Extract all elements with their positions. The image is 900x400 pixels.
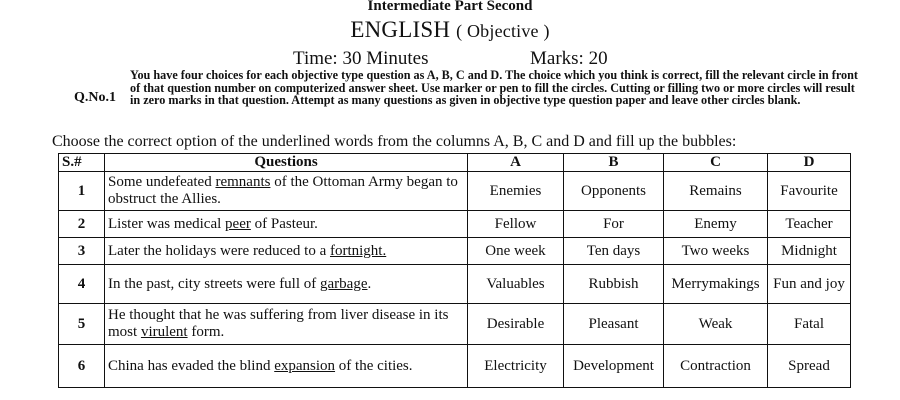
option-c: Merrymakings [664,265,768,304]
option-a: One week [468,238,564,265]
header-c: C [664,154,768,172]
option-b: Rubbish [564,265,664,304]
question-pre: Lister was medical [108,215,226,232]
serial-number: 6 [59,345,105,388]
question-text [105,265,468,304]
instructions-text: You have four choices for each objective type question as A, B, C and D. The choice which you think is correct, fill the relevant circle in front of that question number on computerized answer sheet. Use marker or pen to fill the circles. Cutting or filling two or more circles will result in zero marks in that question. Attempt as many questions as given in objective type question paper and leave other circles blank. [130,68,858,108]
subject-note: ( Objective ) [456,21,550,41]
option-c: Contraction [664,345,768,388]
question-text [105,345,468,388]
option-a: Valuables [468,265,564,304]
exam-marks: Marks: 20 [530,48,608,69]
question-post: form. [187,324,225,340]
question-pre: China has evaded the blind [108,357,275,374]
question-pre: In the past, city streets were full of [108,275,321,292]
underlined-word: remnants [215,174,271,190]
serial-number: 5 [59,304,105,345]
question-text [105,172,468,211]
question-post: . [367,275,372,292]
exam-time: Time: 30 Minutes [293,48,429,69]
option-b: Development [564,345,664,388]
subject-title: ENGLISH [350,17,451,42]
option-d: Fatal [768,304,851,345]
question-text [105,304,468,345]
exam-level: Intermediate Part Second [367,0,533,14]
option-d: Spread [768,345,851,388]
underlined-word: peer [225,215,251,232]
question-pre: Later the holidays were reduced to a [108,242,330,259]
table-row [59,172,851,211]
option-b: Ten days [564,238,664,265]
serial-number: 1 [59,172,105,211]
option-c: Weak [664,304,768,345]
question-table [58,153,851,388]
option-a: Fellow [468,211,564,238]
table-row [59,211,851,238]
question-post: of the cities. [335,357,413,374]
option-d: Favourite [768,172,851,211]
option-a: Electricity [468,345,564,388]
header-questions: Questions [105,154,468,172]
question-number: Q.No.1 [74,90,116,105]
underlined-word: garbage [320,275,368,292]
option-b: Pleasant [564,304,664,345]
underlined-word: virulent [140,324,188,340]
table-row [59,345,851,388]
serial-number: 4 [59,265,105,304]
table-header-row [59,154,851,172]
underlined-word: expansion [274,357,336,374]
question-post: of the Ottoman Army began to obstruct the Allies. [108,174,458,207]
option-c: Enemy [664,211,768,238]
question-pre: Some undefeated [108,174,216,190]
header-serial: S.# [59,154,105,172]
option-d: Teacher [768,211,851,238]
serial-number: 2 [59,211,105,238]
table-row [59,265,851,304]
table-row [59,238,851,265]
option-a: Enemies [468,172,564,211]
header-d: D [768,154,851,172]
option-b: For [564,211,664,238]
option-c: Two weeks [664,238,768,265]
question-text [105,211,468,238]
exam-subject [0,17,900,43]
header-a: A [468,154,564,172]
option-a: Desirable [468,304,564,345]
question-pre: He thought that he was suffering from liver disease in its most [108,307,449,340]
option-c: Remains [664,172,768,211]
question-text [105,238,468,265]
serial-number: 3 [59,238,105,265]
table-row [59,304,851,345]
option-d: Fun and joy [768,265,851,304]
section-title: Choose the correct option of the underlined words from the columns A, B, C and D and fill up the bubbles: [52,133,737,150]
underlined-word: fortnight. [329,242,387,259]
header-b: B [564,154,664,172]
option-b: Opponents [564,172,664,211]
question-post: of Pasteur. [250,215,318,232]
option-d: Midnight [768,238,851,265]
